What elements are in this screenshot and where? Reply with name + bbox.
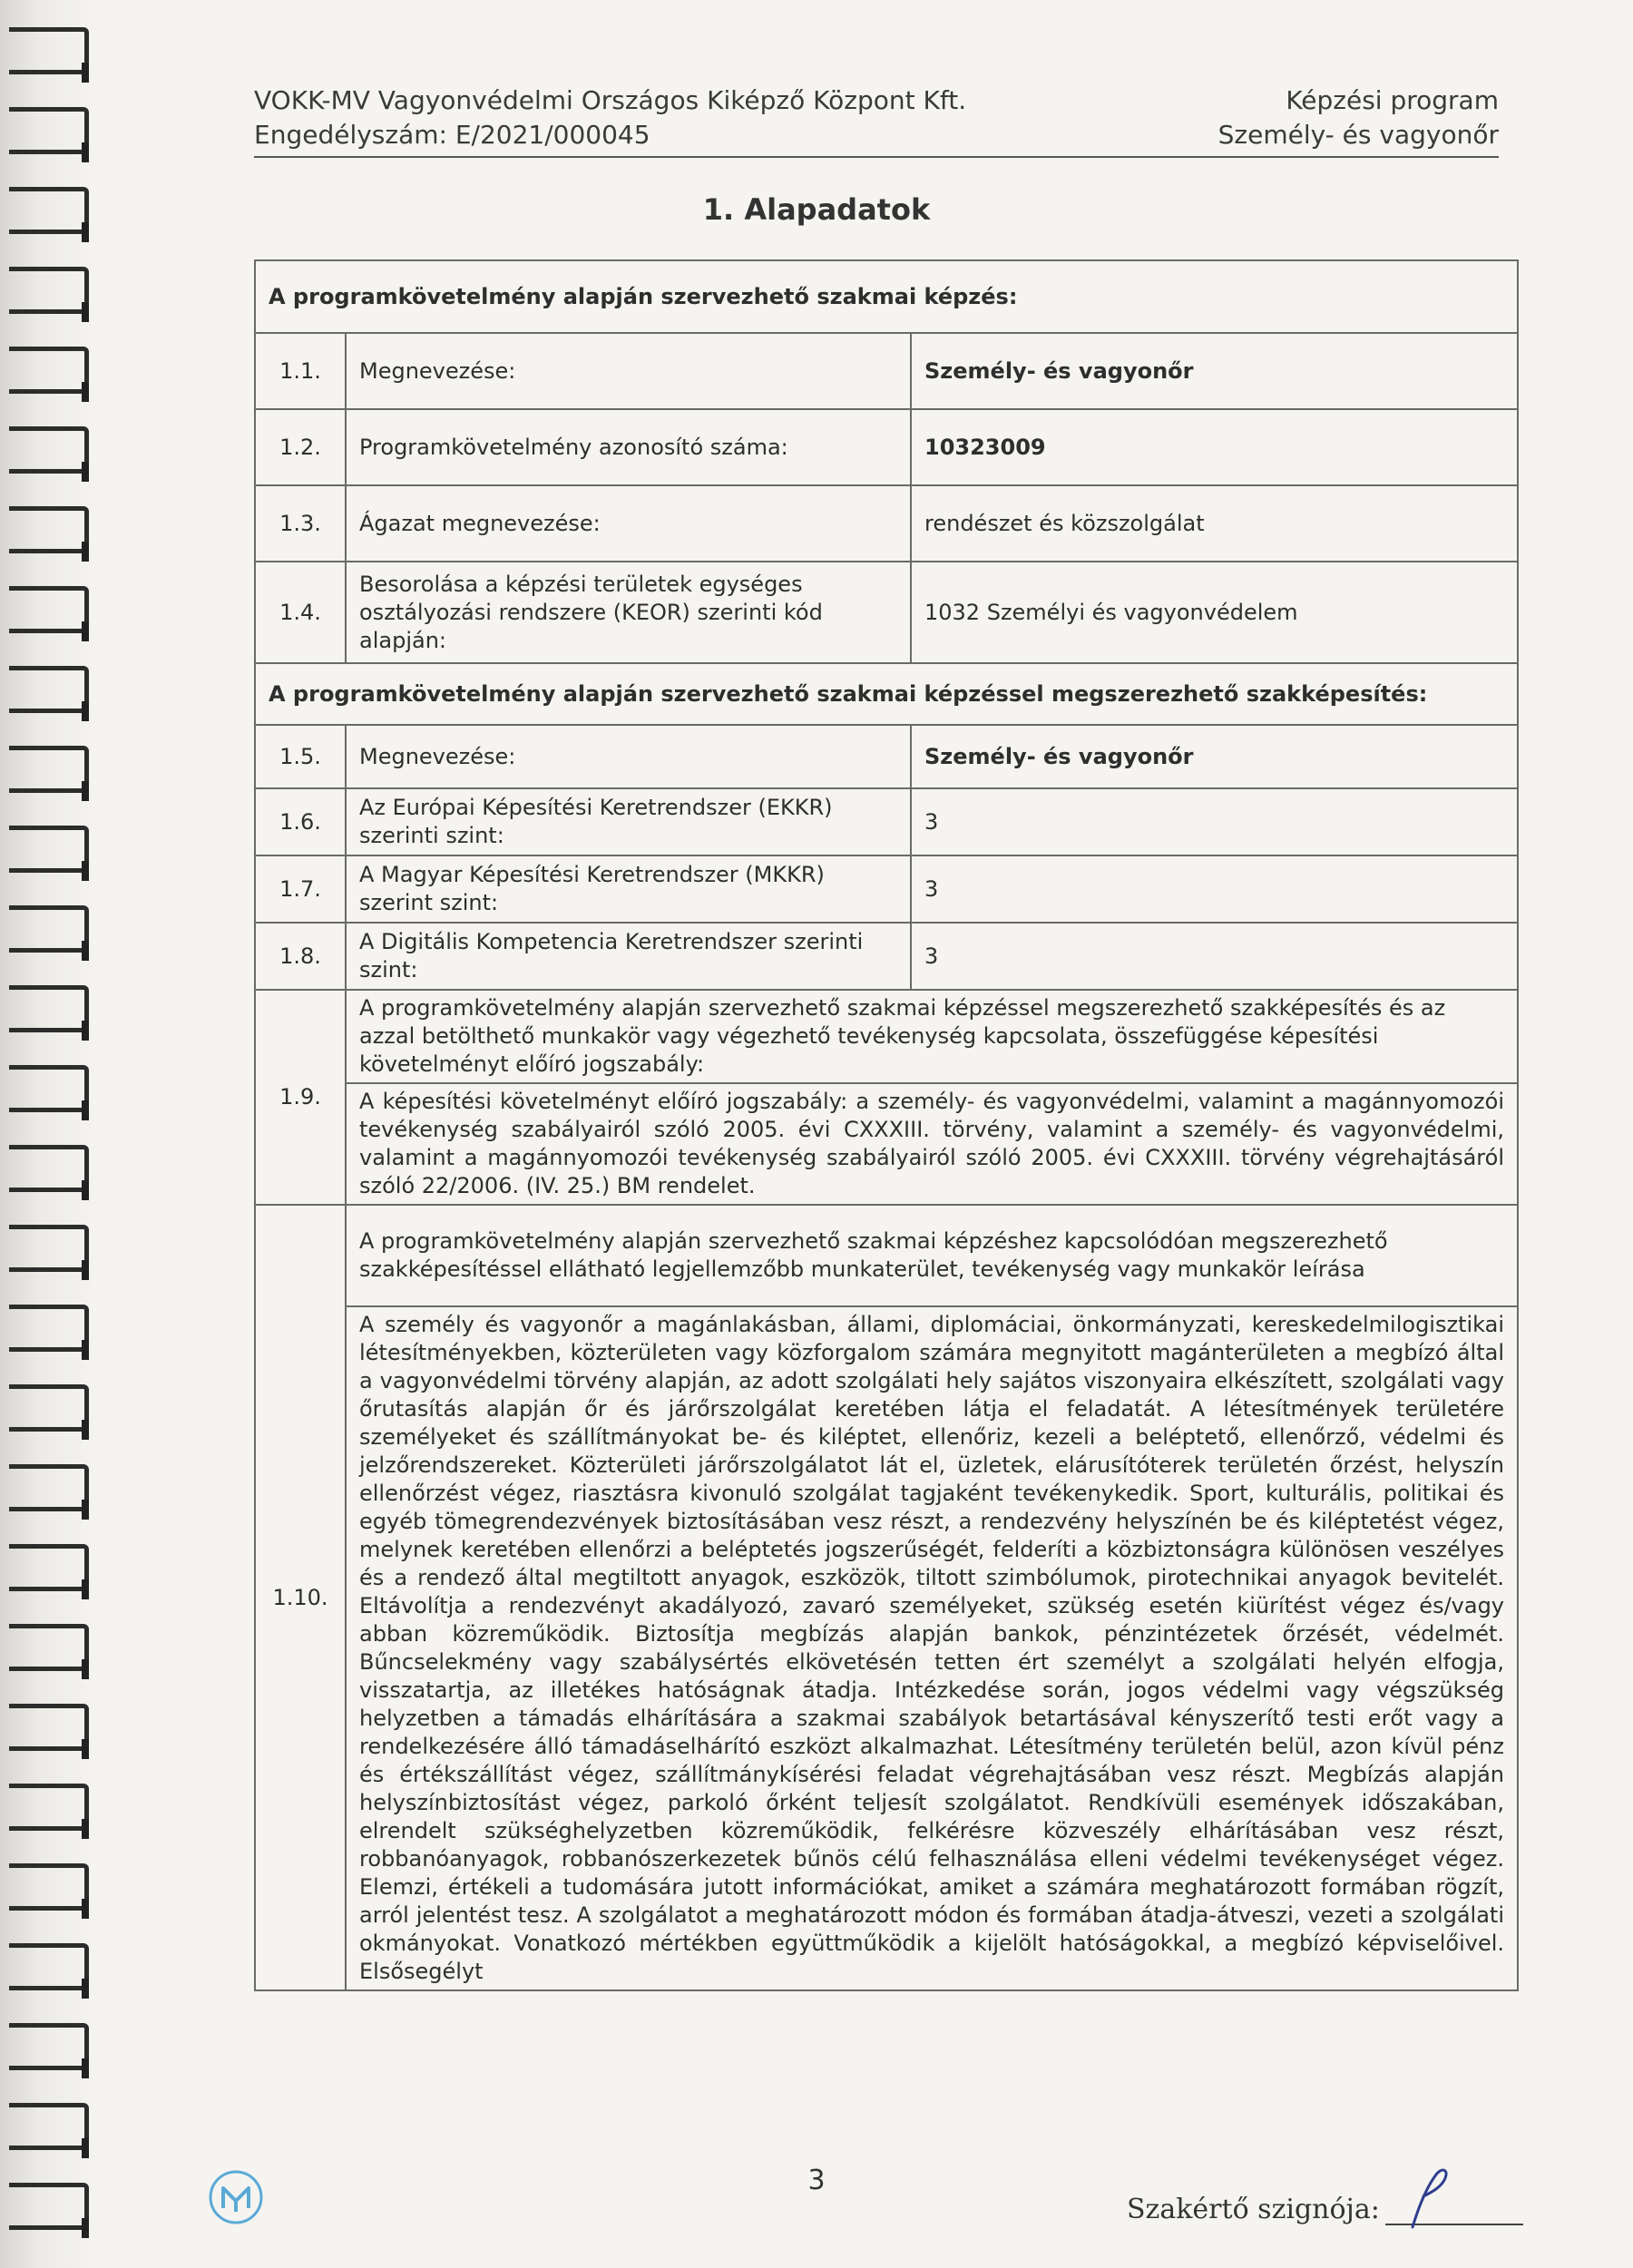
binding-ring — [9, 1305, 89, 1352]
license-number: Engedélyszám: E/2021/000045 — [254, 120, 650, 150]
row-value: Személy- és vagyonőr — [911, 333, 1518, 409]
binding-ring — [9, 1384, 89, 1432]
row-number: 1.5. — [255, 725, 346, 788]
row-number: 1.2. — [255, 409, 346, 485]
binding-ring — [9, 586, 89, 633]
signature-line — [1385, 2198, 1523, 2225]
row-label: A Magyar Képesítési Keretrendszer (MKKR) szerint szint: — [346, 855, 911, 923]
row-label: Programkövetelmény azonosító száma: — [346, 409, 911, 485]
binding-ring — [9, 985, 89, 1032]
header-right — [1218, 83, 1499, 152]
row-text: A személy és vagyonőr a magánlakásban, állami, diplomáciai, önkormányzati, kereskedelmilogisztikai létesítményekben, közterületen vagy közforgalom számára megnyitott magánterületen a megbízó által a vagyonvédelmi törvény alapján, az adott szolgálati hely sajátos viszonyaira elkészített, szolgálati vagy őrutasítás alapján őr és járőrszolgálat keretében látja el feladatát. A létesítmények területére személyeket és szállítmányokat be- és kiléptet, ellenőriz, kezeli a beléptető, ellenőrző, védelmi és jelzőrendszereket. Közterületi járőrszolgálatot lát el, üzletek, elárusítóterek területén őrzést, helyszín ellenőrzést végez, riasztásra kivonuló szolgálat tagjaként tevékenykedik. Sport, kulturális, politikai és egyéb tömegrendezvények biztosításában vesz részt, a rendezvény helyszínén be és kiléptetést végez, melynek keretében ellenőrzi a beléptetés jogszerűségét, felderíti a közbiztonságra különösen veszélyes és a rendező által megtiltott anyagok, eszközök, tiltott szimbólumok, pirotechnikai anyagok bevitelét. Eltávolítja a rendezvényt akadályozó, zavaró személyeket, szükség esetén kiürítést végez és/vagy abban közreműködik. Biztosítja megbízás alapján bankok, pénzintézetek őrzését, védelmét. Bűncselekmény vagy szabálysértés elkövetésén tetten ért személyt a szolgálati helyén elfogja, visszatartja, az illetékes hatóságnak átadja. Intézkedése során, jogos védelmi vagy végszükség helyzetben a támadás elhárítására a szakmai szabályok betartásával kényszerítő testi erőt vagy a rendelkezésére álló támadáselhárító eszközt alkalmazhat. Létesítmény területén belül, azon kívül pénz és értékszállítást végez, szállítmánykísérési feladat végrehajtásában vesz részt. Megbízás alapján helyszínbiztosítást végez, parkoló őrként teljesít szolgálatot. Rendkívüli események időszakában, elrendelt szükséghelyzetben közreműködik, felkérésre közveszély elhárításában vesz részt, robbanóanyagok, robbanószerkezetek bűnös célú felhasználása elleni védelmi tevékenységet végez. Elemzi, értékeli a tudomására jutott információkat, amiket a számára meghatározott formában rögzít, arról jelentést tesz. A szolgálatot a meghatározott módon és formában átadja-átveszi, vezeti a szolgálati okmányokat. Vonatkozó mértékben együttműködik a kijelölt hatóságokkal, a megbízó képviselőivel. Elsősegélyt — [346, 1306, 1518, 1990]
basic-data-table — [254, 259, 1519, 1991]
binding-ring — [9, 107, 89, 154]
document-type: Képzési program — [1286, 85, 1499, 115]
binding-ring — [9, 1943, 89, 1990]
table-row — [255, 409, 1518, 485]
binding-ring — [9, 826, 89, 873]
row-number: 1.3. — [255, 485, 346, 562]
binding-ring — [9, 1065, 89, 1112]
row-value: 10323009 — [911, 409, 1518, 485]
table-row — [255, 990, 1518, 1083]
table-section-header — [255, 260, 1518, 333]
spiral-binding — [0, 0, 100, 2268]
section-a-title: A programkövetelmény alapján szervezhető szakmai képzés: — [255, 260, 1518, 333]
binding-ring — [9, 347, 89, 394]
binding-ring — [9, 1544, 89, 1591]
program-name: Személy- és vagyonőr — [1217, 120, 1499, 150]
organization-name: VOKK-MV Vagyonvédelmi Országos Kiképző Központ Kft. — [254, 85, 967, 115]
binding-ring — [9, 666, 89, 713]
table-row — [255, 485, 1518, 562]
table-row — [255, 333, 1518, 409]
binding-ring — [9, 1704, 89, 1751]
row-heading: A programkövetelmény alapján szervezhető szakmai képzéssel megszerezhető szakképesítés és az azzal betölthető munkakör vagy végezhető tevékenység kapcsolata, összefüggése képesítési követelményt előíró jogszabály: — [346, 990, 1518, 1083]
row-label: Besorolása a képzési területek egységes osztályozási rendszere (KEOR) szerinti kód alapján: — [346, 562, 911, 663]
table-row — [255, 725, 1518, 788]
row-label: Megnevezése: — [346, 725, 911, 788]
table-row — [255, 1083, 1518, 1205]
table-row — [255, 1306, 1518, 1990]
binding-ring — [9, 2103, 89, 2150]
binding-ring — [9, 2023, 89, 2070]
handwritten-initial-icon — [1403, 2162, 1467, 2234]
page-number: 3 — [807, 2165, 826, 2196]
binding-ring — [9, 1863, 89, 1911]
row-value: rendészet és közszolgálat — [911, 485, 1518, 562]
binding-ring — [9, 746, 89, 793]
table-row — [255, 855, 1518, 923]
binding-ring — [9, 1624, 89, 1671]
row-text: A képesítési követelményt előíró jogszabály: a személy- és vagyonvédelmi, valamint a magánnyomozói tevékenység szabályairól szóló 2005. évi CXXXIII. törvény, valamint a személy- és vagyonvédelmi, valamint a magánnyomozói tevékenység szabályairól szóló 2005. évi CXXXIII. törvény végrehajtásáról szóló 22/2006. (IV. 25.) BM rendelet. — [346, 1083, 1518, 1205]
binding-ring — [9, 1145, 89, 1192]
row-value: Személy- és vagyonőr — [911, 725, 1518, 788]
binding-ring — [9, 27, 89, 74]
binding-ring — [9, 1784, 89, 1831]
row-label: A Digitális Kompetencia Keretrendszer szerinti szint: — [346, 923, 911, 990]
row-number: 1.7. — [255, 855, 346, 923]
row-number: 1.1. — [255, 333, 346, 409]
table-row — [255, 923, 1518, 990]
row-value: 3 — [911, 855, 1518, 923]
table-row — [255, 1205, 1518, 1306]
header-left — [254, 83, 966, 152]
binding-ring — [9, 905, 89, 953]
row-label: Megnevezése: — [346, 333, 911, 409]
row-heading: A programkövetelmény alapján szervezhető szakmai képzéshez kapcsolódóan megszerezhető szakképesítéssel ellátható legjellemzőbb munkaterület, tevékenység vagy munkakör leírása — [346, 1205, 1518, 1306]
binding-ring — [9, 267, 89, 314]
row-value: 3 — [911, 788, 1518, 855]
row-number: 1.8. — [255, 923, 346, 990]
header-divider — [254, 156, 1499, 158]
binding-ring — [9, 506, 89, 553]
row-number: 1.9. — [255, 990, 346, 1205]
binding-ring — [9, 1225, 89, 1272]
binding-ring — [9, 426, 89, 474]
page-title: 1. Alapadatok — [702, 192, 931, 227]
signature-area — [1127, 2194, 1523, 2225]
row-label: Ágazat megnevezése: — [346, 485, 911, 562]
row-value: 1032 Személyi és vagyonvédelem — [911, 562, 1518, 663]
row-label: Az Európai Képesítési Keretrendszer (EKKR) szerinti szint: — [346, 788, 911, 855]
table-row — [255, 562, 1518, 663]
section-b-title: A programkövetelmény alapján szervezhető szakmai képzéssel megszerezhető szakképesítés: — [255, 663, 1518, 725]
signature-label: Szakértő szignója: — [1127, 2194, 1380, 2225]
row-value: 3 — [911, 923, 1518, 990]
table-row — [255, 788, 1518, 855]
binding-ring — [9, 1464, 89, 1511]
row-number: 1.6. — [255, 788, 346, 855]
table-section-header — [255, 663, 1518, 725]
row-number: 1.10. — [255, 1205, 346, 1990]
row-number: 1.4. — [255, 562, 346, 663]
